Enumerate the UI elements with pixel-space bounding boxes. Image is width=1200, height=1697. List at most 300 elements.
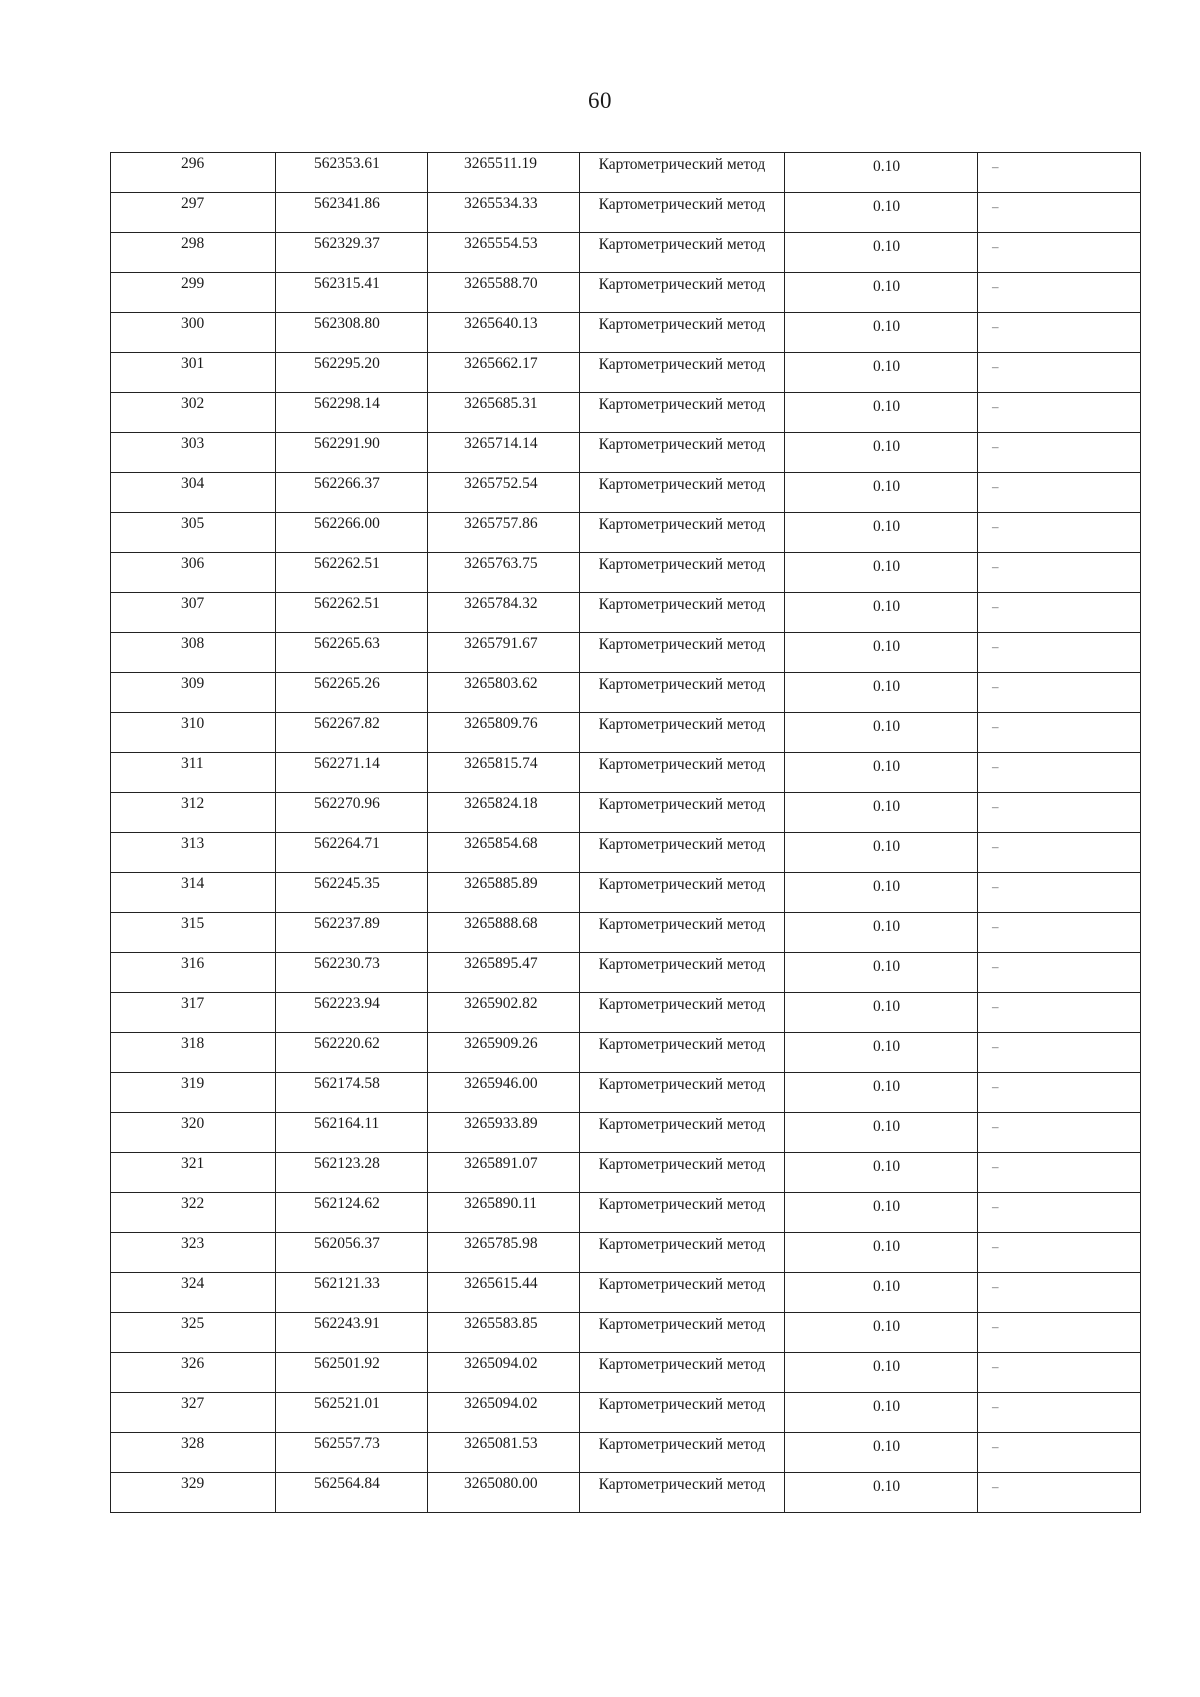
x-coordinate-cell: 562262.51 (314, 555, 380, 572)
accuracy-cell: 0.10 (873, 558, 901, 575)
method-column-cell (580, 913, 785, 953)
point-number-cell: 322 (181, 1195, 205, 1212)
method-cell: Картометрический метод (598, 396, 766, 413)
y-coordinate-column-cell (428, 1473, 580, 1513)
y-coordinate-column-cell (428, 1113, 580, 1153)
x-coordinate-column-cell (276, 993, 428, 1033)
accuracy-column-cell (785, 1353, 978, 1393)
method-column-cell (580, 633, 785, 673)
y-coordinate-cell: 3265803.62 (464, 675, 538, 692)
x-coordinate-cell: 562291.90 (314, 435, 380, 452)
method-cell: Картометрический метод (598, 596, 766, 613)
x-coordinate-column-cell (276, 833, 428, 873)
note-cell: – (992, 879, 999, 894)
x-coordinate-cell: 562271.14 (314, 755, 380, 772)
y-coordinate-cell: 3265511.19 (464, 155, 538, 172)
y-coordinate-cell: 3265640.13 (464, 315, 538, 332)
accuracy-column-cell (785, 1073, 978, 1113)
y-coordinate-cell: 3265757.86 (464, 515, 538, 532)
accuracy-cell: 0.10 (873, 798, 901, 815)
accuracy-column-cell (785, 353, 978, 393)
y-coordinate-cell: 3265615.44 (464, 1275, 538, 1292)
y-coordinate-column-cell (428, 1273, 580, 1313)
accuracy-cell: 0.10 (873, 1118, 901, 1135)
y-coordinate-cell: 3265534.33 (464, 195, 538, 212)
method-cell: Картометрический метод (598, 916, 766, 933)
accuracy-cell: 0.10 (873, 598, 901, 615)
y-coordinate-cell: 3265081.53 (464, 1435, 538, 1452)
table-row (111, 1233, 1141, 1273)
y-coordinate-cell: 3265583.85 (464, 1315, 538, 1332)
accuracy-cell: 0.10 (873, 1078, 901, 1095)
point-number-column-cell (111, 1353, 276, 1393)
x-coordinate-cell: 562056.37 (314, 1235, 380, 1252)
table-row (111, 1433, 1141, 1473)
note-column-cell (978, 1193, 1141, 1233)
point-number-cell: 329 (181, 1475, 205, 1492)
point-number-column-cell (111, 513, 276, 553)
y-coordinate-column-cell (428, 393, 580, 433)
x-coordinate-column-cell (276, 1473, 428, 1513)
table-row (111, 833, 1141, 873)
y-coordinate-column-cell (428, 553, 580, 593)
accuracy-column-cell (785, 153, 978, 193)
point-number-column-cell (111, 593, 276, 633)
accuracy-column-cell (785, 753, 978, 793)
method-column-cell (580, 833, 785, 873)
method-column-cell (580, 1353, 785, 1393)
y-coordinate-cell: 3265854.68 (464, 835, 538, 852)
accuracy-column-cell (785, 1113, 978, 1153)
point-number-cell: 302 (181, 395, 205, 412)
method-column-cell (580, 433, 785, 473)
x-coordinate-column-cell (276, 233, 428, 273)
point-number-cell: 320 (181, 1115, 205, 1132)
y-coordinate-cell: 3265763.75 (464, 555, 538, 572)
x-coordinate-cell: 562124.62 (314, 1195, 380, 1212)
point-number-cell: 311 (181, 755, 204, 772)
table-row (111, 1033, 1141, 1073)
x-coordinate-column-cell (276, 1353, 428, 1393)
table-row (111, 953, 1141, 993)
coordinates-table-body (111, 153, 1141, 1513)
x-coordinate-column-cell (276, 553, 428, 593)
y-coordinate-column-cell (428, 153, 580, 193)
note-column-cell (978, 313, 1141, 353)
method-column-cell (580, 1433, 785, 1473)
note-cell: – (992, 159, 999, 174)
note-column-cell (978, 1113, 1141, 1153)
method-column-cell (580, 153, 785, 193)
note-column-cell (978, 1073, 1141, 1113)
method-column-cell (580, 193, 785, 233)
note-column-cell (978, 433, 1141, 473)
accuracy-column-cell (785, 433, 978, 473)
method-column-cell (580, 593, 785, 633)
method-column-cell (580, 1153, 785, 1193)
accuracy-cell: 0.10 (873, 318, 901, 335)
point-number-column-cell (111, 153, 276, 193)
x-coordinate-column-cell (276, 713, 428, 753)
method-cell: Картометрический метод (598, 1036, 766, 1053)
x-coordinate-cell: 562243.91 (314, 1315, 380, 1332)
note-cell: – (992, 1439, 999, 1454)
y-coordinate-column-cell (428, 433, 580, 473)
x-coordinate-column-cell (276, 1073, 428, 1113)
point-number-cell: 328 (181, 1435, 205, 1452)
note-column-cell (978, 1353, 1141, 1393)
point-number-cell: 319 (181, 1075, 205, 1092)
table-row (111, 193, 1141, 233)
accuracy-column-cell (785, 993, 978, 1033)
note-cell: – (992, 1319, 999, 1334)
note-cell: – (992, 199, 999, 214)
method-cell: Картометрический метод (598, 996, 766, 1013)
y-coordinate-cell: 3265094.02 (464, 1395, 538, 1412)
x-coordinate-column-cell (276, 513, 428, 553)
y-coordinate-column-cell (428, 1193, 580, 1233)
accuracy-column-cell (785, 1193, 978, 1233)
note-column-cell (978, 1313, 1141, 1353)
x-coordinate-cell: 562265.63 (314, 635, 380, 652)
point-number-cell: 305 (181, 515, 205, 532)
method-column-cell (580, 713, 785, 753)
note-cell: – (992, 1119, 999, 1134)
x-coordinate-cell: 562315.41 (314, 275, 380, 292)
accuracy-column-cell (785, 633, 978, 673)
x-coordinate-column-cell (276, 1313, 428, 1353)
point-number-cell: 306 (181, 555, 205, 572)
table-row (111, 1353, 1141, 1393)
x-coordinate-cell: 562121.33 (314, 1275, 380, 1292)
point-number-cell: 299 (181, 275, 205, 292)
point-number-cell: 323 (181, 1235, 205, 1252)
x-coordinate-column-cell (276, 1433, 428, 1473)
note-cell: – (992, 1279, 999, 1294)
x-coordinate-column-cell (276, 793, 428, 833)
page-number: 60 (588, 88, 612, 113)
method-column-cell (580, 473, 785, 513)
accuracy-cell: 0.10 (873, 958, 901, 975)
point-number-column-cell (111, 633, 276, 673)
point-number-column-cell (111, 1433, 276, 1473)
x-coordinate-column-cell (276, 353, 428, 393)
point-number-cell: 310 (181, 715, 205, 732)
method-column-cell (580, 873, 785, 913)
note-cell: – (992, 439, 999, 454)
point-number-column-cell (111, 993, 276, 1033)
accuracy-column-cell (785, 1153, 978, 1193)
x-coordinate-cell: 562501.92 (314, 1355, 380, 1372)
accuracy-cell: 0.10 (873, 758, 901, 775)
x-coordinate-column-cell (276, 193, 428, 233)
note-column-cell (978, 193, 1141, 233)
accuracy-column-cell (785, 1473, 978, 1513)
point-number-cell: 315 (181, 915, 205, 932)
table-row (111, 1193, 1141, 1233)
x-coordinate-cell: 562245.35 (314, 875, 380, 892)
point-number-cell: 321 (181, 1155, 205, 1172)
y-coordinate-cell: 3265824.18 (464, 795, 538, 812)
accuracy-column-cell (785, 873, 978, 913)
note-column-cell (978, 473, 1141, 513)
y-coordinate-cell: 3265946.00 (464, 1075, 538, 1092)
x-coordinate-column-cell (276, 393, 428, 433)
point-number-cell: 298 (181, 235, 205, 252)
point-number-cell: 308 (181, 635, 205, 652)
accuracy-column-cell (785, 1033, 978, 1073)
accuracy-cell: 0.10 (873, 878, 901, 895)
x-coordinate-column-cell (276, 1233, 428, 1273)
accuracy-cell: 0.10 (873, 518, 901, 535)
note-column-cell (978, 793, 1141, 833)
method-cell: Картометрический метод (598, 316, 766, 333)
point-number-column-cell (111, 1153, 276, 1193)
note-cell: – (992, 679, 999, 694)
note-column-cell (978, 1433, 1141, 1473)
note-column-cell (978, 873, 1141, 913)
note-column-cell (978, 1233, 1141, 1273)
note-cell: – (992, 279, 999, 294)
accuracy-cell: 0.10 (873, 1358, 901, 1375)
point-number-column-cell (111, 1073, 276, 1113)
accuracy-column-cell (785, 673, 978, 713)
accuracy-cell: 0.10 (873, 998, 901, 1015)
x-coordinate-cell: 562262.51 (314, 595, 380, 612)
table-row (111, 1473, 1141, 1513)
x-coordinate-column-cell (276, 1393, 428, 1433)
method-column-cell (580, 1233, 785, 1273)
y-coordinate-column-cell (428, 1433, 580, 1473)
accuracy-cell: 0.10 (873, 638, 901, 655)
note-cell: – (992, 359, 999, 374)
note-column-cell (978, 633, 1141, 673)
x-coordinate-column-cell (276, 273, 428, 313)
y-coordinate-cell: 3265785.98 (464, 1235, 538, 1252)
y-coordinate-cell: 3265784.32 (464, 595, 538, 612)
y-coordinate-column-cell (428, 913, 580, 953)
note-cell: – (992, 519, 999, 534)
accuracy-cell: 0.10 (873, 678, 901, 695)
note-cell: – (992, 759, 999, 774)
point-number-cell: 313 (181, 835, 205, 852)
point-number-column-cell (111, 1193, 276, 1233)
x-coordinate-cell: 562353.61 (314, 155, 380, 172)
x-coordinate-column-cell (276, 633, 428, 673)
point-number-cell: 317 (181, 995, 205, 1012)
coordinates-table (110, 152, 1141, 1513)
y-coordinate-column-cell (428, 833, 580, 873)
y-coordinate-column-cell (428, 953, 580, 993)
accuracy-cell: 0.10 (873, 158, 901, 175)
note-cell: – (992, 399, 999, 414)
x-coordinate-column-cell (276, 753, 428, 793)
y-coordinate-column-cell (428, 1393, 580, 1433)
y-coordinate-cell: 3265890.11 (464, 1195, 538, 1212)
note-column-cell (978, 953, 1141, 993)
table-row (111, 393, 1141, 433)
note-cell: – (992, 1039, 999, 1054)
method-cell: Картометрический метод (598, 1116, 766, 1133)
point-number-cell: 303 (181, 435, 205, 452)
accuracy-cell: 0.10 (873, 1158, 901, 1175)
y-coordinate-column-cell (428, 233, 580, 273)
accuracy-cell: 0.10 (873, 918, 901, 935)
x-coordinate-cell: 562223.94 (314, 995, 380, 1012)
accuracy-column-cell (785, 393, 978, 433)
method-cell: Картометрический метод (598, 716, 766, 733)
point-number-column-cell (111, 1233, 276, 1273)
y-coordinate-column-cell (428, 593, 580, 633)
y-coordinate-cell: 3265815.74 (464, 755, 538, 772)
accuracy-column-cell (785, 313, 978, 353)
method-cell: Картометрический метод (598, 556, 766, 573)
y-coordinate-column-cell (428, 673, 580, 713)
x-coordinate-column-cell (276, 473, 428, 513)
x-coordinate-column-cell (276, 673, 428, 713)
note-column-cell (978, 713, 1141, 753)
y-coordinate-cell: 3265662.17 (464, 355, 538, 372)
accuracy-cell: 0.10 (873, 838, 901, 855)
accuracy-cell: 0.10 (873, 1318, 901, 1335)
note-cell: – (992, 959, 999, 974)
method-column-cell (580, 1273, 785, 1313)
method-cell: Картометрический метод (598, 236, 766, 253)
method-cell: Картометрический метод (598, 1316, 766, 1333)
accuracy-cell: 0.10 (873, 478, 901, 495)
y-coordinate-column-cell (428, 633, 580, 673)
table-row (111, 473, 1141, 513)
note-column-cell (978, 393, 1141, 433)
accuracy-column-cell (785, 553, 978, 593)
x-coordinate-cell: 562265.26 (314, 675, 380, 692)
note-column-cell (978, 1033, 1141, 1073)
x-coordinate-cell: 562341.86 (314, 195, 380, 212)
method-cell: Картометрический метод (598, 1276, 766, 1293)
table-row (111, 273, 1141, 313)
accuracy-cell: 0.10 (873, 1278, 901, 1295)
note-column-cell (978, 353, 1141, 393)
y-coordinate-cell: 3265888.68 (464, 915, 538, 932)
table-row (111, 1073, 1141, 1113)
table-row (111, 1313, 1141, 1353)
note-cell: – (992, 839, 999, 854)
method-column-cell (580, 1193, 785, 1233)
method-cell: Картометрический метод (598, 476, 766, 493)
table-row (111, 633, 1141, 673)
method-column-cell (580, 953, 785, 993)
point-number-cell: 301 (181, 355, 205, 372)
accuracy-column-cell (785, 233, 978, 273)
x-coordinate-cell: 562266.00 (314, 515, 380, 532)
note-cell: – (992, 559, 999, 574)
point-number-cell: 312 (181, 795, 205, 812)
y-coordinate-cell: 3265791.67 (464, 635, 538, 652)
note-cell: – (992, 639, 999, 654)
x-coordinate-column-cell (276, 1153, 428, 1193)
x-coordinate-cell: 562557.73 (314, 1435, 380, 1452)
x-coordinate-column-cell (276, 433, 428, 473)
table-row (111, 1113, 1141, 1153)
point-number-column-cell (111, 393, 276, 433)
method-column-cell (580, 353, 785, 393)
method-cell: Картометрический метод (598, 1076, 766, 1093)
method-cell: Картометрический метод (598, 836, 766, 853)
point-number-cell: 307 (181, 595, 205, 612)
accuracy-cell: 0.10 (873, 238, 901, 255)
method-cell: Картометрический метод (598, 756, 766, 773)
x-coordinate-cell: 562164.11 (314, 1115, 380, 1132)
note-cell: – (992, 599, 999, 614)
accuracy-column-cell (785, 1233, 978, 1273)
accuracy-column-cell (785, 273, 978, 313)
note-column-cell (978, 1153, 1141, 1193)
y-coordinate-cell: 3265909.26 (464, 1035, 538, 1052)
accuracy-column-cell (785, 953, 978, 993)
x-coordinate-cell: 562237.89 (314, 915, 380, 932)
table-row (111, 753, 1141, 793)
accuracy-column-cell (785, 193, 978, 233)
method-column-cell (580, 753, 785, 793)
x-coordinate-cell: 562123.28 (314, 1155, 380, 1172)
point-number-cell: 324 (181, 1275, 205, 1292)
x-coordinate-cell: 562174.58 (314, 1075, 380, 1092)
point-number-cell: 326 (181, 1355, 205, 1372)
note-column-cell (978, 233, 1141, 273)
method-column-cell (580, 1393, 785, 1433)
method-cell: Картометрический метод (598, 1236, 766, 1253)
point-number-column-cell (111, 873, 276, 913)
y-coordinate-cell: 3265885.89 (464, 875, 538, 892)
accuracy-cell: 0.10 (873, 278, 901, 295)
note-column-cell (978, 1393, 1141, 1433)
y-coordinate-cell: 3265554.53 (464, 235, 538, 252)
y-coordinate-column-cell (428, 1153, 580, 1193)
point-number-column-cell (111, 1313, 276, 1353)
accuracy-cell: 0.10 (873, 438, 901, 455)
y-coordinate-column-cell (428, 313, 580, 353)
method-column-cell (580, 993, 785, 1033)
table-row (111, 513, 1141, 553)
accuracy-column-cell (785, 713, 978, 753)
table-row (111, 433, 1141, 473)
method-column-cell (580, 393, 785, 433)
x-coordinate-cell: 562564.84 (314, 1475, 380, 1492)
y-coordinate-column-cell (428, 753, 580, 793)
method-cell: Картометрический метод (598, 876, 766, 893)
method-cell: Картометрический метод (598, 1356, 766, 1373)
note-column-cell (978, 753, 1141, 793)
y-coordinate-column-cell (428, 873, 580, 913)
note-column-cell (978, 513, 1141, 553)
note-cell: – (992, 999, 999, 1014)
point-number-cell: 296 (181, 155, 205, 172)
method-column-cell (580, 793, 785, 833)
note-cell: – (992, 239, 999, 254)
point-number-cell: 325 (181, 1315, 205, 1332)
y-coordinate-cell: 3265809.76 (464, 715, 538, 732)
x-coordinate-cell: 562295.20 (314, 355, 380, 372)
x-coordinate-cell: 562329.37 (314, 235, 380, 252)
point-number-cell: 304 (181, 475, 205, 492)
accuracy-cell: 0.10 (873, 358, 901, 375)
x-coordinate-cell: 562521.01 (314, 1395, 380, 1412)
x-coordinate-column-cell (276, 153, 428, 193)
y-coordinate-column-cell (428, 993, 580, 1033)
x-coordinate-column-cell (276, 1033, 428, 1073)
point-number-cell: 300 (181, 315, 205, 332)
table-row (111, 233, 1141, 273)
